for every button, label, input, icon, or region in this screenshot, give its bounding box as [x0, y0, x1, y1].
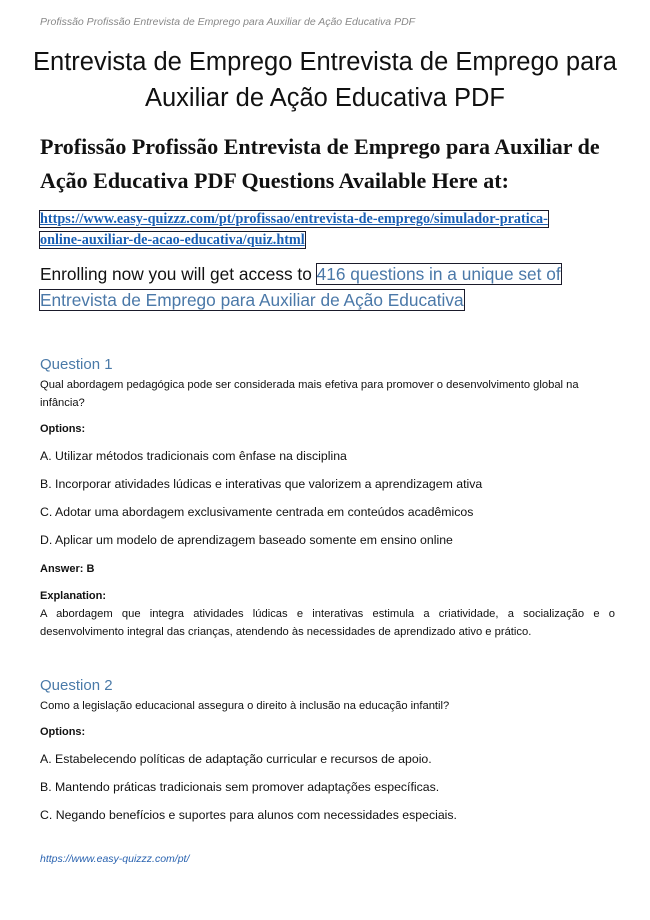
- document-subtitle: Profissão Profissão Entrevista de Emprego para Auxiliar de Ação Educativa PDF Questions Available Here at:: [40, 134, 600, 193]
- option-b: B. Mantendo práticas tradicionais sem promover adaptações específicas.: [40, 780, 440, 794]
- question-text: Qual abordagem pedagógica pode ser considerada mais efetiva para promover o desenvolvimento global na infância?: [40, 379, 579, 409]
- question-heading: Question 1: [40, 356, 113, 373]
- footer-url-link[interactable]: https://www.easy-quizzz.com/pt/: [40, 853, 190, 865]
- document-title: Entrevista de Emprego Entrevista de Emprego para Auxiliar de Ação Educativa PDF: [33, 48, 617, 112]
- explanation-label: Explanation:: [40, 590, 107, 602]
- enroll-paragraph: [40, 261, 630, 313]
- quiz-url-link[interactable]: [40, 209, 630, 251]
- option-d: D. Aplicar um modelo de aprendizagem baseado somente em ensino online: [40, 533, 453, 547]
- explanation-text: A abordagem que integra atividades lúdicas e interativas estimula a criatividade, a socialização e o desenvolvimento integral das crianças, atendendo às necessidades de aprendizado ativo e prático.: [40, 608, 615, 638]
- option-b: B. Incorporar atividades lúdicas e interativas que valorizem a aprendizagem ativa: [40, 477, 483, 491]
- enroll-link-line-2[interactable]: Entrevista de Emprego para Auxiliar de Ação Educativa: [40, 290, 464, 310]
- quiz-url-line-1[interactable]: https://www.easy-quizzz.com/pt/profissao/entrevista-de-emprego/simulador-pratica-: [40, 211, 548, 227]
- question-heading: Question 2: [40, 677, 113, 694]
- enroll-link-line-1[interactable]: 416 questions in a unique set of: [316, 264, 561, 284]
- quiz-url-line-2[interactable]: online-auxiliar-de-acao-educativa/quiz.html: [40, 232, 305, 248]
- option-c: C. Adotar uma abordagem exclusivamente centrada em conteúdos acadêmicos: [40, 505, 474, 519]
- answer-label: Answer: B: [40, 563, 95, 575]
- running-header: Profissão Profissão Entrevista de Emprego para Auxiliar de Ação Educativa PDF: [40, 16, 416, 28]
- question-1: [40, 356, 615, 641]
- question-text: Como a legislação educacional assegura o direito à inclusão na educação infantil?: [40, 700, 450, 712]
- option-a: A. Utilizar métodos tradicionais com ênfase na disciplina: [40, 449, 347, 463]
- question-2: [40, 677, 615, 823]
- option-a: A. Estabelecendo políticas de adaptação curricular e recursos de apoio.: [40, 752, 432, 766]
- options-label: Options:: [40, 726, 86, 738]
- options-label: Options:: [40, 423, 86, 435]
- option-c: C. Negando benefícios e suportes para alunos com necessidades especiais.: [40, 808, 457, 822]
- enroll-prefix: Enrolling now you will get access to: [40, 264, 317, 284]
